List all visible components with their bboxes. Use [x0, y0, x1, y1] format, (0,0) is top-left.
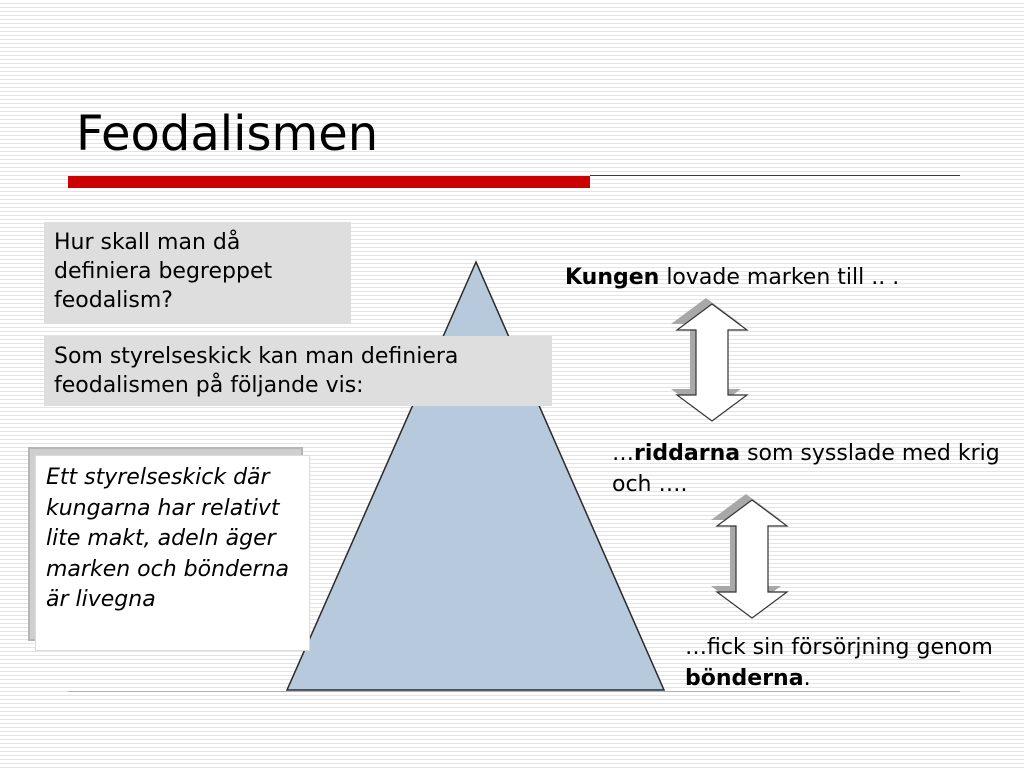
- question-text: Hur skall man då definiera begreppet feodalism?: [54, 230, 273, 313]
- peasants-label: bönderna: [685, 666, 804, 691]
- knights-label: riddarna: [634, 441, 741, 466]
- slide-title: Feodalismen: [76, 106, 379, 162]
- peasants-suffix: .: [803, 666, 811, 691]
- definition-text: Ett styrelseskick där kungarna har relativt lite makt, adeln äger marken och bönderna är livegna: [46, 465, 289, 612]
- knights-prefix: …: [612, 441, 634, 466]
- definition-intro-text: Som styrelseskick kan man definiera feodalismen på följande vis:: [54, 344, 459, 398]
- peasants-statement: [685, 632, 1024, 694]
- king-text: lovade marken till .. .: [659, 265, 900, 290]
- peasants-prefix: …fick sin försörjning genom: [685, 635, 993, 660]
- footer-rule: [68, 691, 960, 692]
- knights-text: som sysslade med krig och ….: [612, 441, 1000, 497]
- king-label: Kungen: [565, 265, 660, 290]
